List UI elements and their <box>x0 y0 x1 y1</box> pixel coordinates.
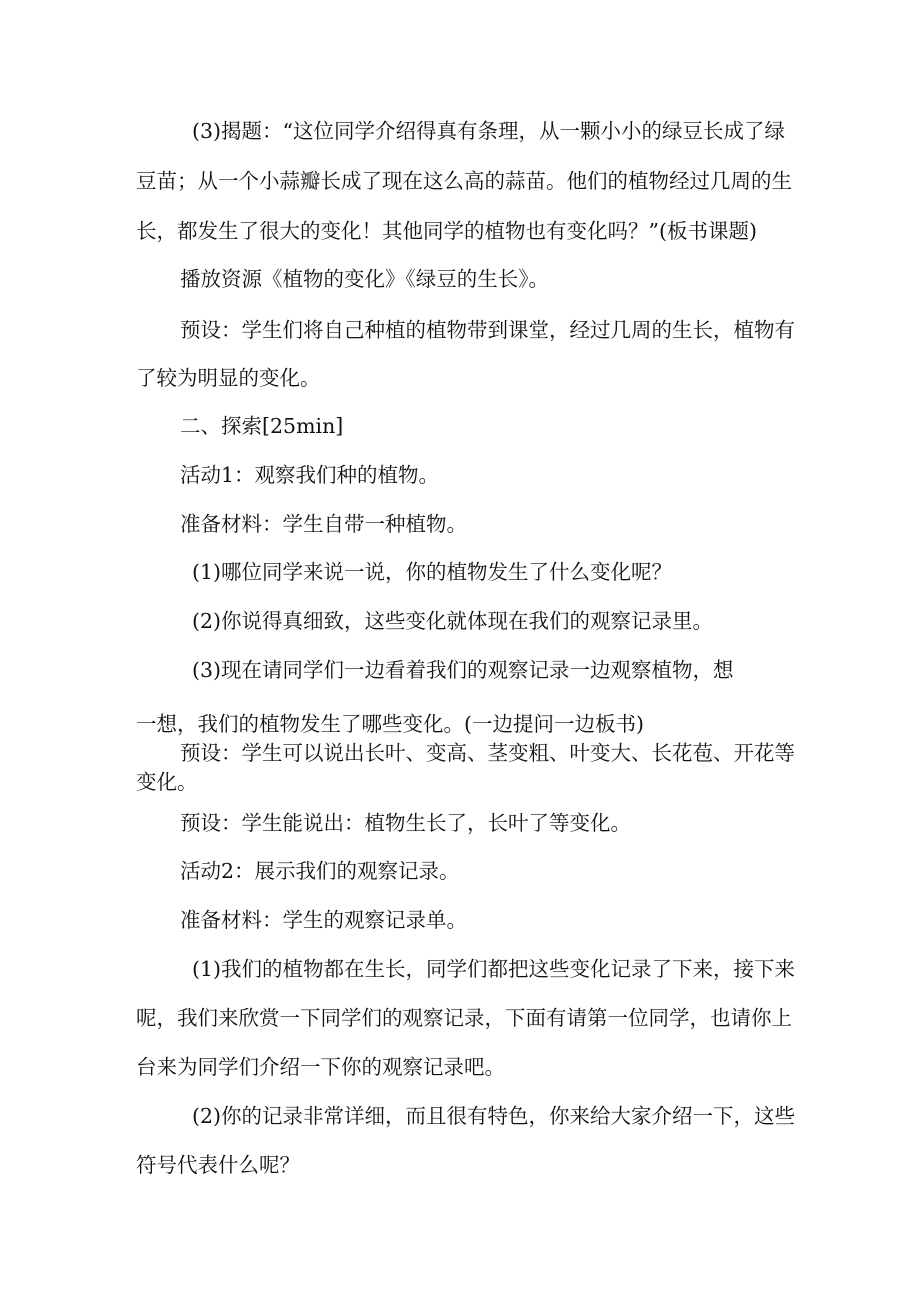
text-line: 一想，我们的植物发生了哪些变化。(一边提问一边板书) <box>136 712 644 736</box>
text-line: 豆苗；从一个小蒜瓣长成了现在这么高的蒜苗。他们的植物经过几周的生 <box>136 169 792 193</box>
activity-title: 活动2：展示我们的观察记录。 <box>180 859 460 883</box>
text-line: 预设：学生可以说出长叶、变高、茎变粗、叶变大、长花苞、开花等 <box>180 741 795 765</box>
activity-title: 活动1：观察我们种的植物。 <box>180 463 440 487</box>
section-heading: 二、探索[25min] <box>180 414 344 438</box>
text-line: 符号代表什么呢？ <box>136 1153 300 1177</box>
text-line: (1)我们的植物都在生长，同学们都把这些变化记录了下来，接下来 <box>192 957 796 981</box>
text-line: (2)你说得真细致，这些变化就体现在我们的观察记录里。 <box>192 609 714 633</box>
text-line: (3)揭题：“这位同学介绍得真有条理，从一颗小小的绿豆长成了绿 <box>192 119 786 143</box>
text-line: (1)哪位同学来说一说，你的植物发生了什么变化呢？ <box>192 560 673 584</box>
text-line: 预设：学生们将自己种植的植物带到课堂，经过几周的生长，植物有 <box>180 318 795 342</box>
text-line: 长，都发生了很大的变化！其他同学的植物也有变化吗？”(板书课题) <box>136 219 757 243</box>
text-line: 准备材料：学生自带一种植物。 <box>180 512 467 536</box>
text-line: 播放资源《植物的变化》《绿豆的生长》。 <box>180 267 549 291</box>
text-line: 台来为同学们介绍一下你的观察记录吧。 <box>136 1055 505 1079</box>
text-line: (3)现在请同学们一边看着我们的观察记录一边观察植物，想 <box>192 658 734 682</box>
text-line: 呢，我们来欣赏一下同学们的观察记录，下面有请第一位同学，也请你上 <box>136 1006 792 1030</box>
text-line: 预设：学生能说出：植物生长了，长叶了等变化。 <box>180 811 631 835</box>
text-line: 变化。 <box>136 770 198 794</box>
text-line: (2)你的记录非常详细，而且很有特色，你来给大家介绍一下，这些 <box>192 1104 796 1128</box>
text-line: 了较为明显的变化。 <box>136 366 321 390</box>
text-line: 准备材料：学生的观察记录单。 <box>180 908 467 932</box>
